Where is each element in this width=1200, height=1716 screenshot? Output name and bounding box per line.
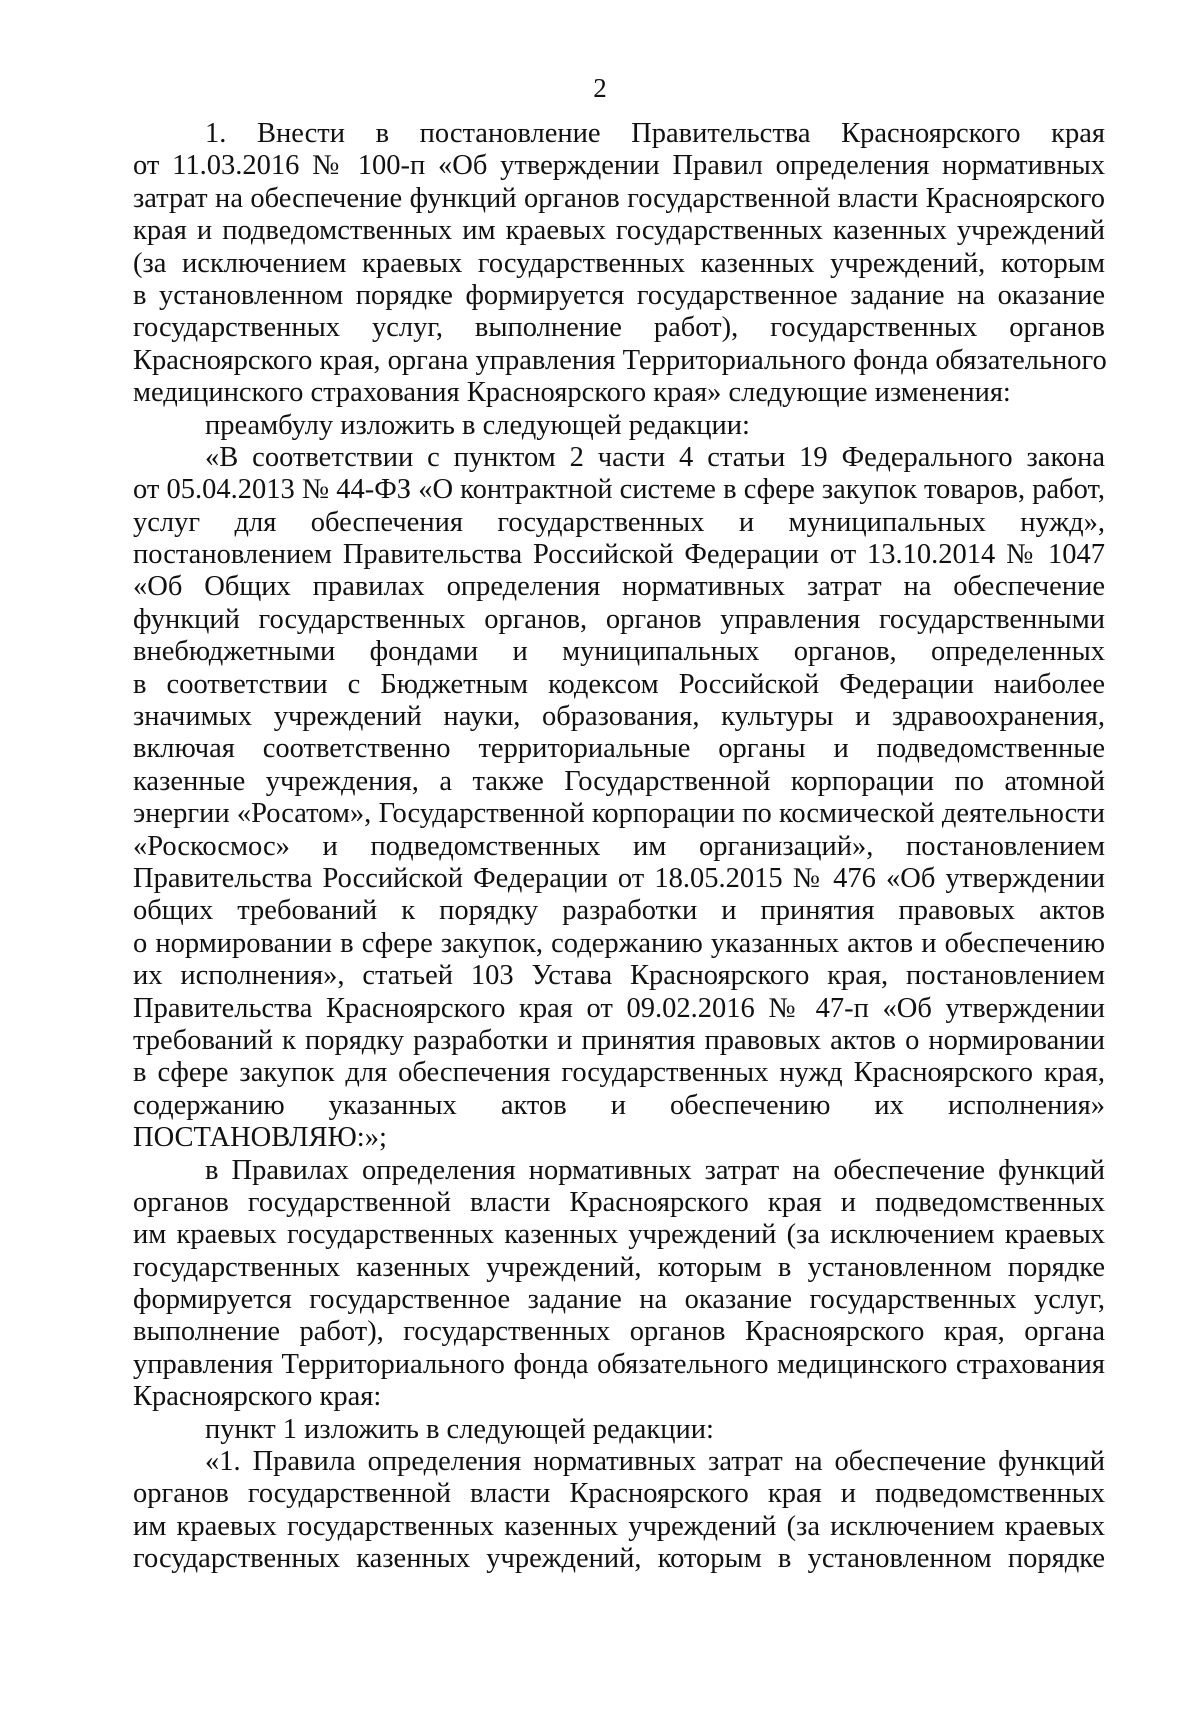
text-line: общих требований к порядку разработки и принятия правовых актов — [133, 895, 1105, 927]
text-line: о нормировании в сфере закупок, содержанию указанных актов и обеспечению — [133, 927, 1105, 959]
page-number: 2 — [593, 73, 607, 103]
text-line: государственных казенных учреждений, которым в установленном порядке — [133, 1251, 1105, 1283]
text-line: требований к порядку разработки и принятия правовых актов о нормировании — [133, 1024, 1105, 1056]
text-line: им краевых государственных казенных учреждений (за исключением краевых — [133, 1219, 1105, 1251]
text-line: управления Территориального фонда обязательного медицинского страхования — [133, 1348, 1105, 1380]
text-line: казенные учреждения, а также Государственной корпорации по атомной — [133, 765, 1105, 797]
text-line: включая соответственно территориальные органы и подведомственные — [133, 733, 1105, 765]
paragraph-point1-text — [133, 1446, 1105, 1576]
text-line: формируется государственное задание на оказание государственных услуг, — [133, 1284, 1105, 1316]
text-line: медицинского страхования Красноярского края» следующие изменения: — [133, 377, 1011, 409]
text-line: в Правилах определения нормативных затрат на обеспечение функций — [205, 1154, 1105, 1186]
text-line: энергии «Росатом», Государственной корпорации по космической деятельности — [133, 798, 1105, 830]
text-line: содержанию указанных актов и обеспечению их исполнения» — [133, 1089, 1105, 1121]
text-line: пункт 1 изложить в следующей редакции: — [205, 1413, 714, 1445]
text-line: услуг для обеспечения государственных и муниципальных нужд», — [133, 506, 1105, 538]
text-line: в соответствии с Бюджетным кодексом Российской Федерации наиболее — [133, 668, 1105, 700]
text-line: их исполнения», статьей 103 Устава Красноярского края, постановлением — [133, 960, 1105, 992]
text-line: 1. Внести в постановление Правительства Красноярского края — [205, 118, 1105, 149]
text-line: органов государственной власти Красноярского края и подведомственных — [133, 1186, 1105, 1218]
text-line: Красноярского края, органа управления Территориального фонда обязательного — [133, 344, 1107, 376]
text-line: преамбулу изложить в следующей редакции: — [205, 409, 750, 441]
text-line: от 11.03.2016 № 100-п «Об утверждении Правил определения нормативных — [133, 150, 1105, 182]
text-line: в установленном порядке формируется государственное задание на оказание — [133, 279, 1105, 311]
text-line: от 05.04.2013 № 44-ФЗ «О контрактной системе в сфере закупок товаров, работ, — [133, 474, 1105, 506]
text-line: им краевых государственных казенных учреждений (за исключением краевых — [133, 1510, 1105, 1542]
text-line: «В соответствии с пунктом 2 части 4 статьи 19 Федерального закона — [205, 441, 1105, 473]
text-line: выполнение работ), государственных органов Красноярского края, органа — [133, 1316, 1105, 1348]
paragraph-point1-heading — [133, 1414, 1105, 1446]
text-line: «Об Общих правилах определения нормативных затрат на обеспечение — [133, 571, 1105, 603]
text-line: Красноярского края: — [133, 1381, 382, 1413]
text-line: значимых учреждений науки, образования, культуры и здравоохранения, — [133, 701, 1105, 733]
text-line: функций государственных органов, органов управления государственными — [133, 603, 1105, 635]
text-line: ПОСТАНОВЛЯЮ:»; — [133, 1122, 387, 1154]
text-line: (за исключением краевых государственных казенных учреждений, которым — [133, 247, 1105, 279]
text-line: внебюджетными фондами и муниципальных органов, определенных — [133, 636, 1105, 668]
text-line: «Роскосмос» и подведомственных им организаций», постановлением — [133, 830, 1105, 862]
text-line: края и подведомственных им краевых государственных казенных учреждений — [133, 215, 1105, 247]
text-line: постановлением Правительства Российской Федерации от 13.10.2014 № 1047 — [133, 539, 1105, 571]
text-line: в сфере закупок для обеспечения государственных нужд Красноярского края, — [133, 1057, 1105, 1089]
text-line: государственных казенных учреждений, которым в установленном порядке — [133, 1543, 1105, 1575]
text-line: органов государственной власти Красноярского края и подведомственных — [133, 1478, 1105, 1510]
text-line: Правительства Российской Федерации от 18.05.2015 № 476 «Об утверждении — [133, 862, 1105, 894]
paragraph-amendment-intro — [133, 118, 1105, 410]
paragraph-preamble-text — [133, 442, 1105, 1155]
text-line: государственных услуг, выполнение работ), государственных органов — [133, 312, 1105, 344]
text-line: затрат на обеспечение функций органов государственной власти Красноярского — [133, 182, 1105, 214]
text-line: «1. Правила определения нормативных затрат на обеспечение функций — [205, 1446, 1105, 1478]
text-line: Правительства Красноярского края от 09.02.2016 № 47-п «Об утверждении — [133, 992, 1105, 1024]
document-body — [133, 118, 1105, 1576]
paragraph-preamble-heading — [133, 410, 1105, 442]
paragraph-rules-amendment — [133, 1155, 1105, 1414]
